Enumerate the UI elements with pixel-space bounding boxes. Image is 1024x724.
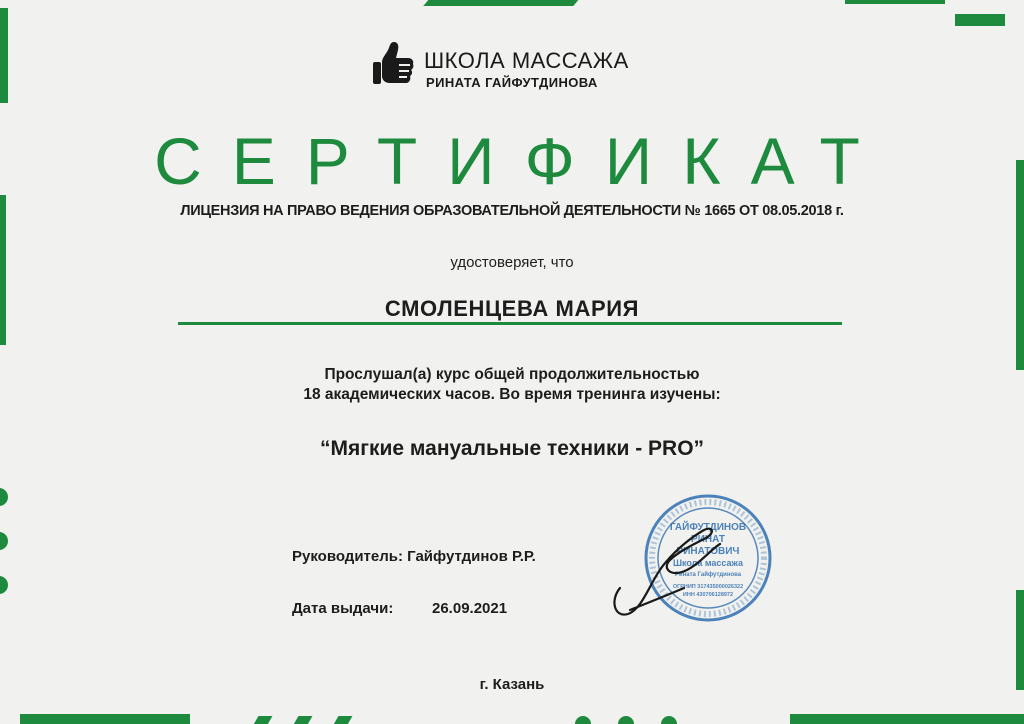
issue-date-label: Дата выдачи: <box>292 600 394 617</box>
decor-dot <box>0 488 8 506</box>
seal-line: РИНАТ <box>691 534 725 545</box>
decor-dot <box>618 716 634 724</box>
seal-line: Рината Гайфутдинова <box>674 572 742 578</box>
decor-bar <box>845 0 945 4</box>
decor-dot <box>0 576 8 594</box>
seal-line: РИНАТОВИЧ <box>676 546 740 557</box>
thumbs-up-icon <box>372 40 416 90</box>
school-logo <box>372 38 662 96</box>
decor-bar <box>0 8 8 103</box>
license-text: ЛИЦЕНЗИЯ НА ПРАВО ВЕДЕНИЯ ОБРАЗОВАТЕЛЬНОЙ ДЕЯТЕЛЬНОСТИ № 1665 ОТ 08.05.2018 г. <box>180 203 844 219</box>
decor-dot <box>0 532 8 550</box>
logo-line-2: РИНАТА ГАЙФУТДИНОВА <box>426 75 598 90</box>
decor-bar <box>790 714 1024 724</box>
city: г. Казань <box>479 676 545 693</box>
recipient-name: СМОЛЕНЦЕВА МАРИЯ <box>384 296 640 321</box>
head-signatory: Руководитель: Гайфутдинов Р.Р. <box>292 548 536 565</box>
official-seal <box>600 490 780 630</box>
decor-bar <box>20 714 190 724</box>
decor-bar <box>292 716 313 724</box>
decor-dot <box>661 716 677 724</box>
course-description-line-1: Прослушал(а) курс общей продолжительностью <box>324 366 700 383</box>
decor-bar <box>332 716 353 724</box>
issue-date-value: 26.09.2021 <box>432 600 508 617</box>
decor-bar <box>1016 590 1024 690</box>
decor-bar <box>955 14 1005 26</box>
decor-dot <box>575 716 591 724</box>
certifies-text: удостоверяет, что <box>450 254 574 271</box>
seal-line: ГАЙФУТДИНОВ <box>669 522 747 533</box>
seal-line: Школа массажа <box>672 558 744 568</box>
decor-bar <box>423 0 586 6</box>
seal-line: ИНН 430706128972 <box>682 592 734 598</box>
course-description-line-2: 18 академических часов. Во время тренинга изучены: <box>303 386 721 403</box>
name-underline <box>178 322 842 325</box>
seal-line: ОГРНИП 317435000026322 <box>672 584 744 590</box>
logo-line-1: ШКОЛА МАССАЖА <box>424 48 629 73</box>
decor-bar <box>252 716 273 724</box>
certificate-title: СЕРТИФИКАТ <box>154 124 890 198</box>
course-name: “Мягкие мануальные техники - PRO” <box>319 437 705 460</box>
